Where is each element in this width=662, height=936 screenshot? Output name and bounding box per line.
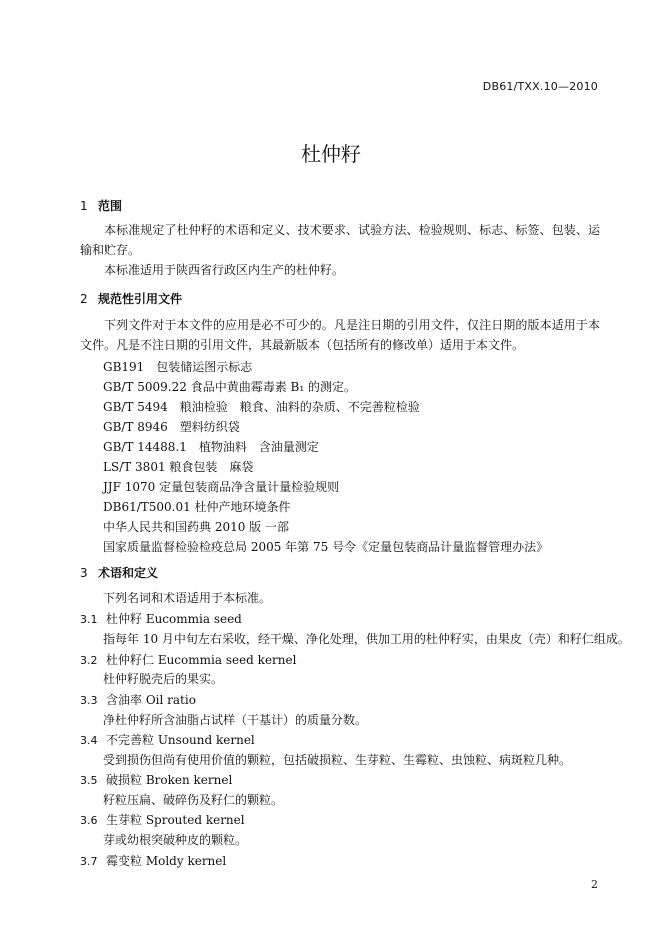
document-code: DB61/TXX.10—2010: [482, 80, 598, 93]
term-number: 3.4: [80, 734, 98, 747]
term-heading: [80, 771, 232, 788]
reference-item: GB/T 5494 粮油检验 粮食、油料的杂质、不完善粒检验: [103, 400, 420, 414]
term-heading: [80, 811, 245, 828]
term-definition: 杜仲籽脱壳后的果实。: [103, 672, 224, 686]
term-number: 3.2: [80, 654, 98, 667]
term-name: 生芽粒 Sprouted kernel: [106, 813, 245, 827]
term-name: 杜仲籽 Eucommia seed: [106, 612, 242, 626]
term-definition: 芽或幼根突破种皮的颗粒。: [103, 833, 248, 847]
section-heading-scope: [80, 197, 122, 214]
term-number: 3.7: [80, 855, 98, 868]
section-title: 范围: [98, 199, 123, 213]
term-number: 3.6: [80, 814, 98, 827]
term-name: 含油率 Oil ratio: [106, 693, 196, 707]
term-number: 3.5: [80, 774, 98, 787]
term-heading: [80, 651, 296, 668]
term-name: 霉变粒 Moldy kernel: [106, 854, 227, 868]
term-definition: 净杜仲籽所含油脂占试样（干基计）的质量分数。: [103, 713, 368, 727]
term-name: 不完善粒 Unsound kernel: [106, 733, 255, 747]
reference-item: GB/T 5009.22 食品中黄曲霉毒素 B₁ 的测定。: [103, 380, 356, 394]
section-heading-terms: [80, 564, 158, 581]
terms-intro: 下列名词和术语适用于本标准。: [103, 591, 272, 605]
term-name: 破损粒 Broken kernel: [106, 773, 233, 787]
section-number: 3: [80, 566, 88, 580]
scope-paragraph-2: 本标准适用于陕西省行政区内生产的杜仲籽。: [104, 263, 345, 277]
reference-item: JJF 1070 定量包装商品净含量计量检验规则: [103, 480, 340, 494]
term-definition: 受到损伤但尚有使用价值的颗粒，包括破损粒、生芽粒、生霉粒、虫蚀粒、病斑粒几种。: [103, 753, 572, 767]
references-intro: 下列文件对于本文件的应用是必不可少的。凡是注日期的引用文件，仅注日期的版本适用于本文件。凡是不注日期的引用文件，其最新版本（包括所有的修改单）适用于本文件。: [80, 318, 600, 352]
term-heading: [80, 691, 196, 708]
section-title: 规范性引用文件: [98, 292, 183, 306]
term-number: 3.3: [80, 694, 98, 707]
page-title: 杜仲籽: [301, 142, 361, 166]
reference-item: 中华人民共和国药典 2010 版 一部: [103, 520, 289, 534]
term-heading: [80, 852, 226, 869]
reference-item: 国家质量监督检验检疫总局 2005 年第 75 号令《定量包装商品计量监督管理办法》: [103, 540, 549, 554]
term-number: 3.1: [80, 613, 98, 626]
term-name: 杜仲籽仁 Eucommia seed kernel: [106, 653, 297, 667]
reference-item: LS/T 3801 粮食包装 麻袋: [103, 460, 254, 474]
reference-item: GB/T 8946 塑料纺织袋: [103, 420, 240, 434]
reference-item: GB/T 14488.1 植物油料 含油量测定: [103, 440, 319, 454]
term-heading: [80, 610, 242, 627]
term-heading: [80, 731, 255, 748]
section-heading-references: [80, 290, 182, 307]
page-number: 2: [591, 878, 598, 891]
reference-item: DB61/T500.01 杜仲产地环境条件: [103, 500, 291, 514]
reference-item: GB191 包装储运图示标志: [103, 360, 253, 374]
section-number: 2: [80, 292, 88, 306]
section-title: 术语和定义: [98, 566, 159, 580]
term-definition: 指每年 10 月中旬左右采收，经干燥、净化处理，供加工用的杜仲籽实，由果皮（壳）和籽仁组成。: [103, 632, 630, 646]
term-definition: 籽粒压扁、破碎伤及籽仁的颗粒。: [103, 793, 284, 807]
scope-paragraph-1: 本标准规定了杜仲籽的术语和定义、技术要求、试验方法、检验规则、标志、标签、包装、运输和贮存。: [80, 223, 600, 257]
section-number: 1: [80, 199, 88, 213]
